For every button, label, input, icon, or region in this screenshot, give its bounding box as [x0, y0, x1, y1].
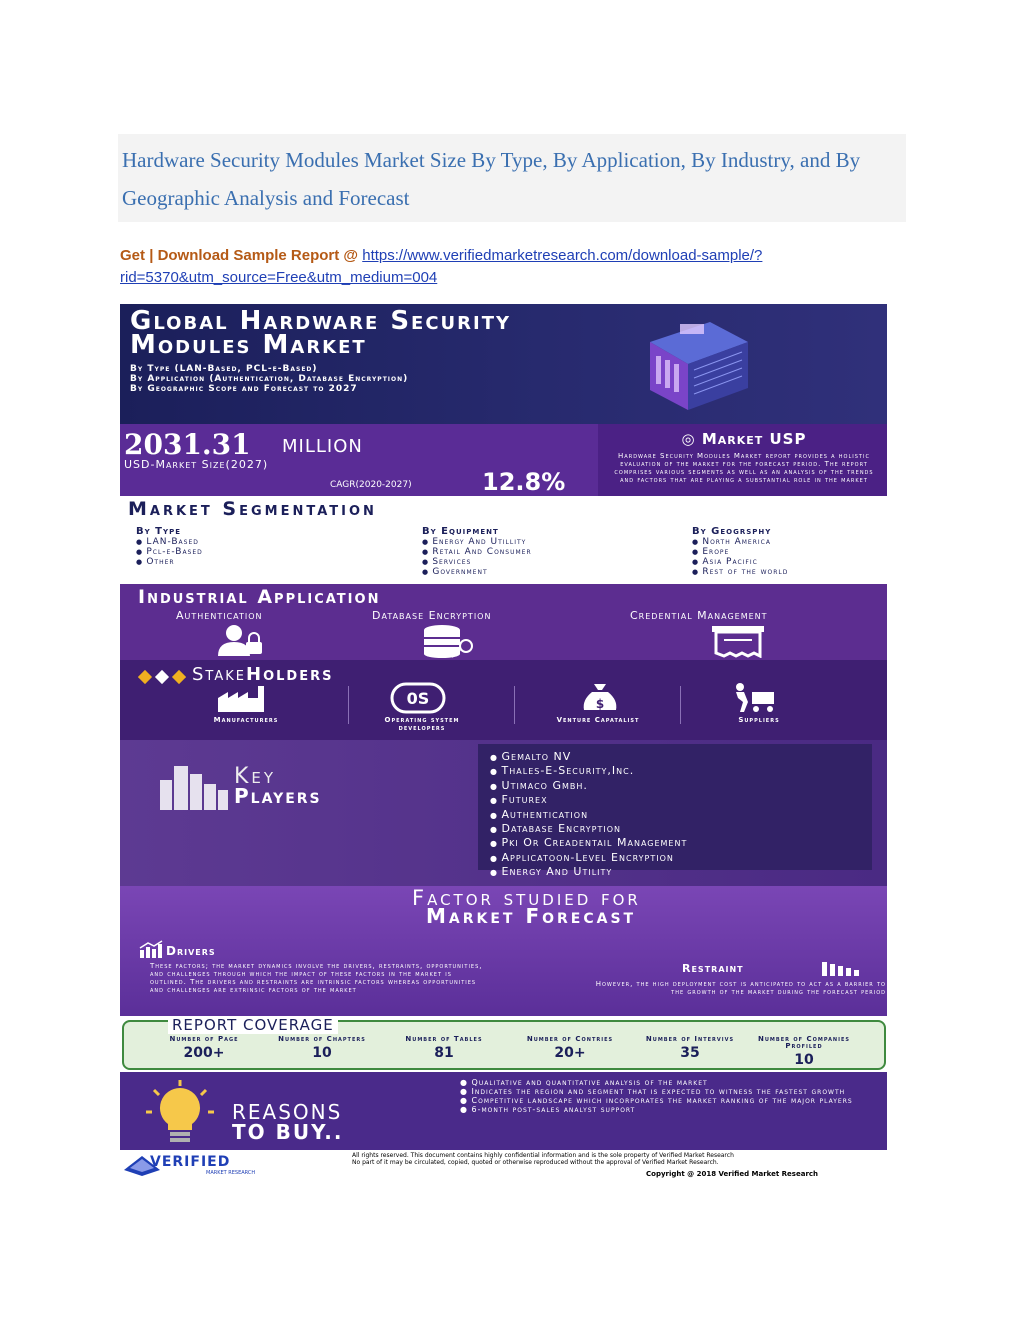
segment-by-type — [136, 526, 203, 567]
user-lock-icon — [212, 624, 268, 656]
growth-chart-icon — [138, 940, 164, 958]
coverage-value: 10 — [312, 1045, 332, 1061]
coverage-label: Number of Tables — [405, 1035, 483, 1043]
market-segmentation — [120, 496, 887, 584]
key-player-item: ● Pki Or Creadentail Management — [478, 836, 872, 850]
coverage-cell — [520, 1036, 620, 1061]
segment-by-geography — [692, 526, 788, 577]
segmentation-title: Market Segmentation — [128, 498, 377, 520]
footer-rights-line-2: No part of it may be circulated, copied, quoted or otherwise reproduced without the approval of Verified Market Research. — [352, 1159, 719, 1166]
header-by-application: By Application (Authentication, Database Encryption) — [130, 374, 409, 384]
factor-title-2: Market Forecast — [426, 904, 637, 928]
stakeholders-title-bold: Holders — [246, 664, 334, 685]
stakeholder-suppliers: Suppliers — [738, 716, 780, 724]
industrial-label-credential: Credential Management — [630, 609, 768, 622]
infographic-footer — [120, 1150, 887, 1185]
cagr-value: 12.8% — [482, 468, 566, 496]
segment-item: ● Rest of the world — [692, 567, 788, 577]
industrial-label-authentication: Authentication — [176, 609, 263, 622]
coverage-value: 200+ — [183, 1045, 225, 1061]
restraint-title: Restraint — [682, 962, 744, 975]
drivers-title: Drivers — [166, 944, 216, 958]
coverage-cell — [154, 1036, 254, 1061]
separator: | — [149, 247, 154, 264]
header-by-geo: By Geographic Scope and Forecast to 2027 — [130, 384, 358, 394]
segment-item: ● LAN-Based — [136, 537, 203, 547]
key-players-title-2: Players — [234, 784, 322, 808]
reason-item: ● Qualitative and quantitative analysis of the market — [460, 1078, 880, 1087]
lightbulb-icon — [144, 1080, 216, 1146]
stakeholders-logo-icon — [138, 666, 186, 686]
data-center-icon — [640, 312, 750, 412]
coverage-value: 10 — [794, 1052, 814, 1068]
decline-chart-icon — [820, 960, 860, 976]
coverage-title: REPORT COVERAGE — [168, 1016, 338, 1034]
usp-title-text: Market USP — [701, 430, 807, 448]
segment-item: ● Asia Pacific — [692, 557, 788, 567]
svg-text:$: $ — [595, 697, 605, 711]
reasons-title-2: TO BUY.. — [232, 1120, 344, 1144]
industrial-application — [120, 584, 887, 660]
download-sample-label: Download Sample Report — [157, 247, 340, 264]
reason-item: ● Competitive landscape which incorporates the market ranking of the major players — [460, 1096, 880, 1105]
coverage-value: 81 — [434, 1045, 454, 1061]
os-icon-text: 0S — [406, 689, 430, 708]
segment-item: ● Pcl-e-Based — [136, 547, 203, 557]
segment-item: ● Retail And Consumer — [422, 547, 532, 557]
key-players-list — [478, 744, 872, 879]
segment-heading: By Equipment — [422, 526, 499, 537]
verified-logo-text: VERIFIED — [150, 1154, 231, 1170]
get-label: Get — [120, 247, 146, 264]
stats-band — [120, 424, 887, 496]
coverage-value: 20+ — [554, 1045, 586, 1061]
segment-item: ● Erope — [692, 547, 788, 557]
key-players-title-1: Key — [234, 764, 277, 789]
stakeholder-venture-capitalist: Venture Capatalist — [556, 716, 640, 724]
os-icon — [388, 682, 448, 714]
sample-report-link[interactable]: https://www.verifiedmarketresearch.com/download-sample/?rid=5370&utm_source=Free&utm_medium=004 — [120, 247, 763, 286]
sample-report-line — [120, 245, 900, 289]
infographic — [120, 304, 887, 1185]
infographic-header — [120, 304, 887, 424]
stakeholders-title-light: Stake — [192, 664, 246, 685]
stakeholders — [120, 660, 887, 740]
segment-heading: By Type — [136, 526, 181, 537]
reasons-title-1: REASONS — [232, 1100, 343, 1124]
verified-logo-sub: MARKET RESEARCH — [206, 1170, 256, 1176]
reasons-list — [460, 1078, 880, 1114]
segment-heading: By Geogrsphy — [692, 526, 772, 537]
market-size-unit: MILLION — [282, 436, 363, 457]
divider — [680, 686, 681, 724]
header-title-1: Global Hardware Security — [130, 306, 512, 336]
coverage-label: Number of Intervivs — [645, 1035, 735, 1043]
market-usp-text: Hardware Security Modules Market report provides a holistic evaluation of the market for the forecast period. The report comprises various segments as well as an analysis of the trends and factors that are playing a substantial role in the market — [614, 452, 874, 484]
coverage-label: Number of Companies Profiled — [757, 1035, 850, 1050]
footer-copyright: Copyright @ 2018 Verified Market Research — [646, 1170, 819, 1178]
page-title: Hardware Security Modules Market Size By Type, By Application, By Industry, and By Geographic Analysis and Forecast — [122, 148, 861, 210]
coverage-box — [122, 1016, 886, 1070]
report-coverage — [120, 1016, 887, 1072]
coverage-cell — [640, 1036, 740, 1061]
key-player-item: ● Applicatoon-Level Encryption — [478, 851, 872, 865]
key-players — [120, 740, 887, 886]
segment-item: ● Energy And Utillity — [422, 537, 532, 547]
stats-left — [120, 424, 598, 496]
market-usp-title — [606, 430, 882, 448]
coverage-cell — [754, 1036, 854, 1068]
segment-item: ● Other — [136, 557, 203, 567]
drivers-text: These factors; the market dynamics involve the drivers, restraints, opportunities, and challenges through which the impact of these factors in the market is outlined. The drivers and restraints are intrinsic factors whereas opportunities and challenges are extrinsic factors of the market — [150, 962, 483, 994]
market-usp — [606, 430, 882, 484]
at-sign: @ — [343, 247, 359, 264]
supplier-cart-icon — [730, 682, 780, 714]
market-size-label: USD-Market Size(2027) — [124, 458, 269, 471]
coverage-cell — [272, 1036, 372, 1061]
header-title-2: Modules Market — [130, 330, 367, 360]
segment-item: ● Government — [422, 567, 532, 577]
key-player-item: ● Thales-E-Security,Inc. — [478, 764, 872, 778]
market-size-value: 2031.31 — [124, 428, 251, 461]
industrial-title: Industrial Application — [138, 586, 381, 608]
industrial-label-database: Database Encryption — [372, 609, 492, 622]
city-buildings-icon — [156, 760, 230, 810]
factor-studied — [120, 886, 887, 1016]
divider — [514, 686, 515, 724]
restraint-text: However, the high deployment cost is anticipated to act as a barrier to the growth of the market during the forecast period — [595, 980, 886, 996]
reason-item: ● 6-month post-sales analyst support — [460, 1105, 880, 1114]
stakeholders-title — [192, 664, 333, 685]
database-key-icon — [420, 624, 480, 658]
reasons-to-buy — [120, 1072, 887, 1150]
coverage-value: 35 — [680, 1045, 700, 1061]
stakeholder-manufacturers: Manufacturers — [213, 716, 279, 724]
coverage-label: Number of Chapters — [278, 1035, 366, 1043]
key-player-item: ● Utimaco Gmbh. — [478, 779, 872, 793]
certificate-icon — [710, 624, 766, 658]
header-by-type: By Type (LAN-Based, PCL-e-Based) — [130, 364, 318, 374]
key-player-item: ● Authentication — [478, 808, 872, 822]
footer-rights — [352, 1152, 872, 1166]
factor-title-1: Factor studied for — [412, 886, 641, 910]
money-bag-icon — [580, 680, 620, 714]
segment-by-equipment — [422, 526, 532, 577]
key-player-item: ● Energy And Utility — [478, 865, 872, 879]
divider — [348, 686, 349, 724]
coverage-label: Number of Page — [169, 1035, 239, 1043]
segment-item: ● North America — [692, 537, 788, 547]
segment-item: ● Services — [422, 557, 532, 567]
cagr-label: CAGR(2020-2027) — [330, 480, 412, 490]
reason-item: ● Indicates the region and segment that is expected to witness the fastest growth — [460, 1087, 880, 1096]
target-icon: ◎ — [681, 430, 702, 448]
key-player-item: ● Gemalto NV — [478, 750, 872, 764]
factory-icon — [216, 684, 276, 714]
footer-rights-line-1: All rights reserved. This document contains highly confidential information and is the sole property of Verified Market Research — [352, 1152, 734, 1159]
coverage-cell — [394, 1036, 494, 1061]
coverage-label: Number of Contries — [526, 1035, 614, 1043]
key-player-item: ● Futurex — [478, 793, 872, 807]
stakeholder-os-developers: Operating system developers — [384, 716, 460, 732]
key-player-item: ● Database Encryption — [478, 822, 872, 836]
